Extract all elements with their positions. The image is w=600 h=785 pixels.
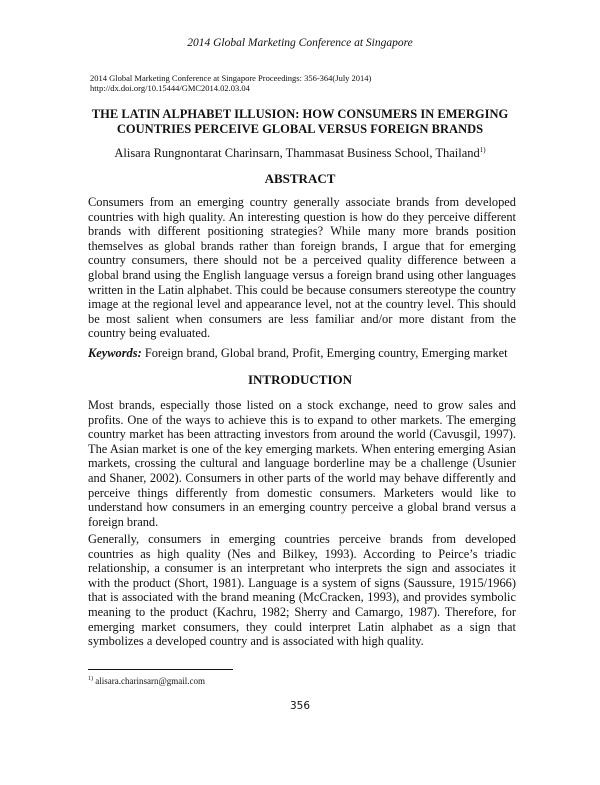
author-text: Alisara Rungnontarat Charinsarn, Thammasat Business School, Thailand — [114, 146, 480, 161]
footnote — [88, 676, 205, 686]
introduction-heading: INTRODUCTION — [247, 372, 352, 387]
footnote-mark: 1) — [88, 676, 93, 682]
footnote-email[interactable]: alisara.charinsarn@gmail.com — [95, 676, 205, 686]
introduction-paragraph-1: Most brands, especially those listed on a stock exchange, need to grow sales and profits. One of the ways to achieve this is to expand to other markets. The emerging country market has been attracting investors from around the world (Cavusgil, 1997). The Asian market is one of the key emerging markets. When entering emerging Asian markets, crossing the cultural and language borderline may be a challenge (Usunier and Shaner, 2002). Consumers in other parts of the world may behave differently and perceive things differently from domestic consumers. Marketers would like to understand how consumers in an emerging country perceive a global brand versus a foreign brand. — [88, 398, 516, 529]
footnote-divider — [88, 669, 233, 670]
author-line — [0, 146, 600, 161]
abstract-heading: ABSTRACT — [264, 171, 336, 186]
abstract-body: Consumers from an emerging country generally associate brands from developed countries with high quality. An interesting question is how do they perceive different brands with different positioning strategies? While many more brands position themselves as global brands rather than foreign brands, I argue that for emerging country consumers, there should not be a perceived quality difference between a global brand using the English language versus a foreign brand using other languages written in the Latin alphabet. This could be because consumers stereotype the country image at the regional level and appearance level, not at the country level. This should be most salient when consumers are less familiar and/or more distant from the country being evaluated. — [88, 195, 516, 341]
running-header: 2014 Global Marketing Conference at Singapore — [187, 37, 413, 49]
proceedings-citation: 2014 Global Marketing Conference at Singapore Proceedings: 356-364(July 2014) — [90, 73, 372, 83]
page-number: 356 — [289, 700, 311, 712]
keywords-line — [88, 346, 516, 361]
doi-link[interactable]: http://dx.doi.org/10.15444/GMC2014.02.03.04 — [90, 83, 250, 93]
author-footnote-mark: 1) — [479, 146, 486, 154]
keywords-label: Keywords: — [88, 346, 142, 360]
paper-title: THE LATIN ALPHABET ILLUSION: HOW CONSUMERS IN EMERGING COUNTRIES PERCEIVE GLOBAL VERSUS FOREIGN BRANDS — [91, 107, 509, 136]
proceedings-info — [90, 73, 371, 93]
keywords-text: Foreign brand, Global brand, Profit, Emerging country, Emerging market — [144, 346, 508, 360]
introduction-paragraph-2: Generally, consumers in emerging countries perceive brands from developed countries as high quality (Nes and Bilkey, 1993). According to Peirce’s triadic relationship, a consumer is an interpretant who interprets the sign and associates it with the product (Short, 1981). Language is a system of signs (Saussure, 1915/1966) that is associated with the brand meaning (McCracken, 1993), and provides symbolic meaning to the product (Kachru, 1982; Sherry and Camargo, 1987). Therefore, for emerging market consumers, they could interpret Latin alphabet as a sign that symbolizes a developed country and is associated with high quality. — [88, 532, 516, 649]
